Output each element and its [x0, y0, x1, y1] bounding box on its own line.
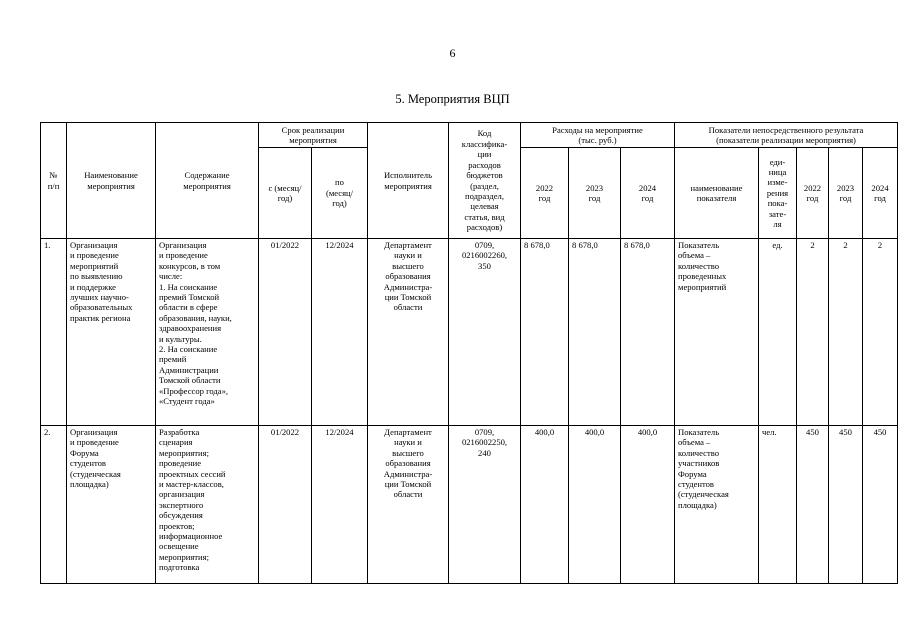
cell-line: и культуры.	[159, 333, 202, 344]
cell-line: 1. На соискание	[159, 281, 218, 292]
row-indicator-name	[675, 239, 759, 426]
page-number: 6	[449, 46, 456, 60]
cell-line: год	[588, 193, 601, 203]
cell-line: здравоохранения	[159, 323, 222, 334]
cell-line: 2024	[871, 182, 889, 193]
cell-line: Форума	[678, 468, 707, 479]
cell-line: 2022	[535, 182, 554, 193]
row-value-2024: 2	[863, 239, 898, 426]
cell-line: мероприятия;	[159, 551, 209, 562]
row-indicator-name	[675, 426, 759, 584]
cell-line: науки и	[394, 437, 422, 448]
header-code	[449, 123, 521, 239]
cell-line: с (месяц/	[268, 182, 302, 193]
row-expense-2024: 400,0	[621, 426, 675, 584]
section-title: 5. Мероприятия ВЦП	[395, 92, 510, 106]
cell-line: 350	[478, 260, 491, 271]
cell-line: премий	[159, 354, 187, 365]
cell-line: мероприятия	[183, 180, 231, 191]
row-value-2024: 450	[863, 426, 898, 584]
cell-line: статья, вид	[464, 211, 505, 222]
cell-line: подраздел,	[465, 190, 504, 201]
header-expense-2023	[569, 148, 621, 239]
cell-line: студентов	[678, 479, 714, 490]
cell-line: науки и	[394, 250, 422, 261]
cell-line: мероприятия	[289, 135, 337, 145]
cell-line: и проведение	[70, 250, 119, 261]
cell-line: проведенных	[678, 271, 727, 282]
cell-line: площадка)	[678, 499, 717, 510]
cell-line: 0216002250,	[461, 437, 508, 448]
header-expenses	[521, 123, 675, 148]
cell-line: Форума	[70, 447, 99, 458]
row-value-2023: 450	[829, 426, 863, 584]
cell-line: образования, науки,	[159, 312, 232, 323]
row-event-content	[156, 239, 259, 426]
cell-line: лучших научно-	[70, 292, 129, 303]
header-executor	[368, 123, 449, 239]
row-num: 1.	[41, 239, 67, 426]
cell-line: показателя	[696, 193, 737, 203]
cell-line: Расходы на мероприятие	[552, 124, 643, 135]
cell-line: (показатели реализации мероприятия)	[716, 135, 856, 145]
header-period-from	[259, 148, 312, 239]
cell-line: проектов;	[159, 520, 195, 531]
cell-line: 240	[478, 447, 491, 458]
cell-line: Код	[477, 128, 492, 139]
cell-line: практик региона	[70, 312, 131, 323]
header-unit	[759, 148, 797, 239]
row-expense-2023: 8 678,0	[569, 239, 621, 426]
header-num	[41, 123, 67, 239]
cell-line: (раздел,	[470, 180, 499, 191]
cell-line: бюджетов	[466, 170, 503, 181]
cell-line: проектных сессий	[159, 468, 226, 479]
cell-line: по выявлению	[70, 271, 123, 282]
cell-line: пока-	[767, 198, 788, 209]
cell-line: 2. На соискание	[159, 344, 218, 355]
cell-line: расходов	[468, 159, 501, 170]
cell-line: подготовка	[159, 562, 200, 573]
row-num: 2.	[41, 426, 67, 584]
cell-line: мероприятия	[384, 180, 432, 191]
row-value-2022: 2	[797, 239, 829, 426]
cell-line: Департамент	[384, 240, 432, 250]
cell-line: образования	[385, 271, 431, 282]
cell-line: числе:	[159, 271, 183, 282]
cell-line: Исполнитель	[383, 170, 433, 181]
cell-line: год	[806, 193, 819, 203]
cell-line: (тыс. руб.)	[578, 135, 617, 145]
row-expense-2022: 8 678,0	[521, 239, 569, 426]
cell-line: по	[335, 177, 344, 188]
cell-line: высшего	[392, 260, 424, 271]
cell-line: информационное	[159, 531, 223, 542]
cell-line: и проведение	[159, 250, 208, 261]
cell-line: 2024	[638, 182, 657, 193]
cell-line: сценария	[159, 437, 193, 448]
header-value-2023	[829, 148, 863, 239]
cell-line: год	[839, 193, 852, 203]
events-table	[40, 122, 898, 584]
cell-line: ции Томской	[384, 479, 432, 490]
cell-line: организация	[159, 489, 205, 500]
header-indicator-name	[675, 148, 759, 239]
cell-line: Показатель	[678, 427, 720, 437]
cell-line: и проведение	[70, 437, 119, 448]
table-row	[41, 426, 898, 584]
cell-line: мероприятия	[87, 180, 135, 191]
cell-line: мероприятия;	[159, 447, 209, 458]
header-period	[259, 123, 368, 148]
row-expense-2023: 400,0	[569, 426, 621, 584]
cell-line: (студенческая	[70, 468, 121, 479]
cell-line: освещение	[159, 541, 199, 552]
cell-line: 2023	[836, 182, 855, 193]
row-period-to: 12/2024	[312, 426, 368, 584]
cell-line: объема –	[678, 250, 711, 261]
cell-line: Организация	[159, 240, 207, 250]
cell-line: (месяц/	[325, 187, 354, 198]
cell-line: Показатели непосредственного результата	[708, 124, 864, 135]
cell-line: обсуждения	[159, 510, 203, 521]
cell-line: 2023	[585, 182, 604, 193]
cell-line: мероприятий	[70, 260, 119, 271]
cell-line: (студенческая	[678, 489, 729, 500]
cell-line: год	[874, 193, 886, 203]
cell-line: 0709,	[474, 427, 495, 437]
row-executor	[368, 239, 449, 426]
cell-line: Департамент	[384, 427, 432, 437]
row-value-2022: 450	[797, 426, 829, 584]
cell-line: Срок реализации	[281, 124, 345, 135]
row-value-2023: 2	[829, 239, 863, 426]
header-content	[156, 123, 259, 239]
cell-line: расходов)	[466, 222, 503, 233]
cell-line: количество	[678, 260, 720, 271]
cell-line: Организация	[70, 240, 118, 250]
cell-line: Томской области	[159, 375, 221, 386]
cell-line: зате-	[768, 208, 787, 219]
cell-line: ции Томской	[384, 292, 432, 303]
cell-line: наименование	[690, 182, 743, 193]
cell-line: высшего	[392, 447, 424, 458]
cell-line: мероприятий	[678, 281, 727, 292]
cell-line: ля	[773, 219, 782, 230]
header-indicators	[675, 123, 898, 148]
cell-line: конкурсов, в том	[159, 260, 221, 271]
cell-line: образовательных	[70, 302, 133, 313]
cell-line: и поддержке	[70, 281, 116, 292]
cell-line: премий Томской	[159, 292, 220, 303]
row-period-from: 01/2022	[259, 426, 312, 584]
cell-line: области	[393, 489, 423, 500]
cell-line: ции	[477, 149, 492, 160]
cell-line: год)	[332, 198, 347, 209]
cell-line: Организация	[70, 427, 118, 437]
table-header-row-1	[41, 123, 898, 148]
row-event-name	[67, 239, 156, 426]
cell-line: Администра-	[383, 281, 433, 292]
row-event-content	[156, 426, 259, 584]
cell-line: области в сфере	[159, 302, 218, 313]
header-value-2022	[797, 148, 829, 239]
cell-line: студентов	[70, 458, 106, 469]
row-period-to: 12/2024	[312, 239, 368, 426]
cell-line: площадка)	[70, 479, 109, 490]
cell-line: Показатель	[678, 240, 720, 250]
cell-line: количество	[678, 447, 720, 458]
row-budget-code	[449, 239, 521, 426]
table-row	[41, 239, 898, 426]
cell-line: 0216002260,	[461, 250, 508, 261]
cell-line: проведение	[159, 458, 202, 469]
cell-line: год	[641, 193, 654, 203]
cell-line: Администра-	[383, 468, 433, 479]
row-period-from: 01/2022	[259, 239, 312, 426]
header-value-2024	[863, 148, 898, 239]
cell-line: изме-	[767, 177, 788, 188]
cell-line: год)	[277, 193, 293, 203]
cell-line: «Студент года»	[159, 396, 215, 407]
cell-line: год	[538, 193, 551, 203]
cell-line: №	[49, 170, 58, 181]
row-event-name	[67, 426, 156, 584]
cell-line: рения	[766, 187, 789, 198]
cell-line: образования	[385, 458, 431, 469]
cell-line: еди-	[769, 156, 786, 167]
cell-line: Наименование	[84, 170, 138, 181]
row-budget-code	[449, 426, 521, 584]
cell-line: 0709,	[474, 240, 495, 250]
cell-line: классифика-	[461, 138, 508, 149]
cell-line: целевая	[470, 201, 499, 212]
row-unit: чел.	[759, 426, 797, 584]
cell-line: «Профессор года»,	[159, 385, 229, 396]
cell-line: Разработка	[159, 427, 200, 437]
cell-line: участников	[678, 458, 720, 469]
cell-line: и мастер-классов,	[159, 479, 224, 490]
cell-line: Администрации	[159, 364, 219, 375]
cell-line: экспертного	[159, 499, 204, 510]
header-period-to	[312, 148, 368, 239]
row-expense-2022: 400,0	[521, 426, 569, 584]
cell-line: ница	[768, 166, 787, 177]
header-name	[67, 123, 156, 239]
cell-line: 2022	[803, 182, 822, 193]
cell-line: п/п	[47, 180, 60, 191]
row-expense-2024: 8 678,0	[621, 239, 675, 426]
cell-line: объема –	[678, 437, 711, 448]
row-executor	[368, 426, 449, 584]
header-expense-2022	[521, 148, 569, 239]
cell-line: области	[393, 302, 423, 313]
row-unit: ед.	[759, 239, 797, 426]
cell-line: Содержание	[184, 170, 230, 181]
header-expense-2024	[621, 148, 675, 239]
